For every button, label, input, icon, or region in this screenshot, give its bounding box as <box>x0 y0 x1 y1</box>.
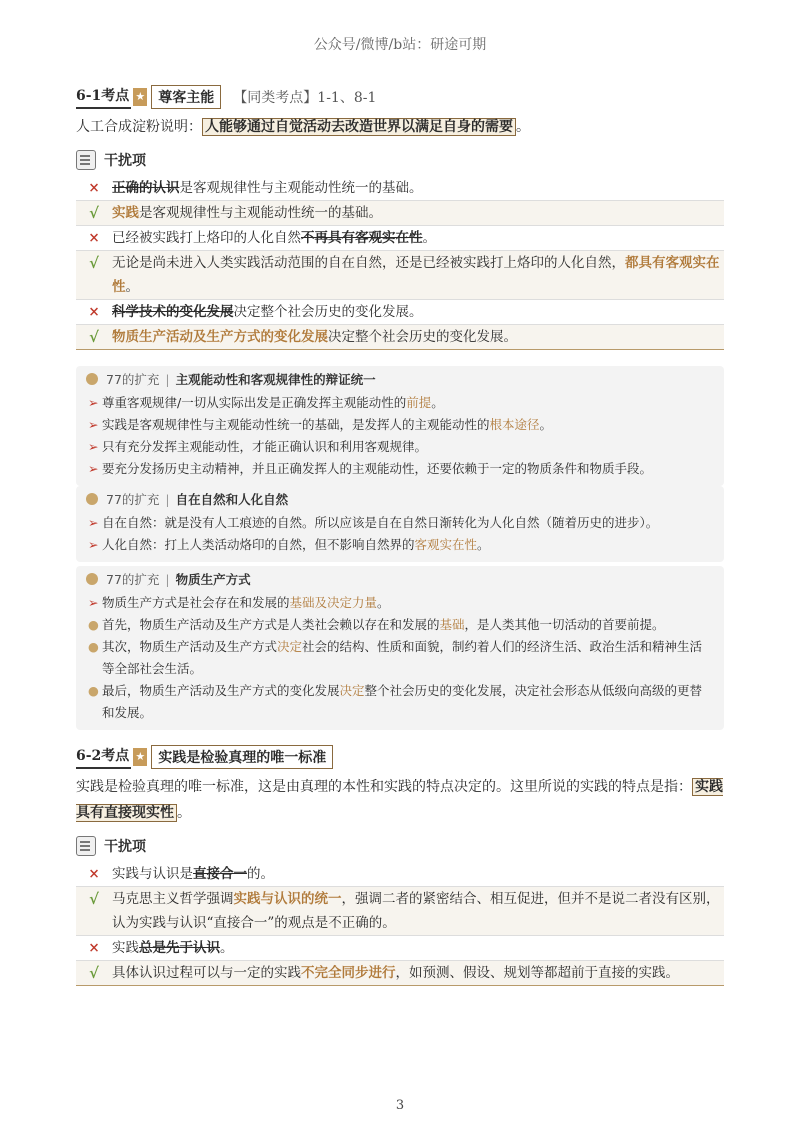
item-text: 人化自然：打上人类活动烙印的自然，但不影响自然界的 <box>102 537 415 552</box>
row-lead: 马克思主义哲学强调 <box>112 891 234 907</box>
key-text: 实践与认识的统一 <box>233 891 342 907</box>
box-label: 77的扩充 <box>106 492 160 507</box>
item-text: 最后，物质生产活动及生产方式的变化发展 <box>102 683 340 698</box>
item-key: 客观实在性 <box>414 537 478 552</box>
key-text: 不完全同步进行 <box>301 965 396 981</box>
row-end: 。 <box>422 230 436 246</box>
bullet-icon: ● <box>88 639 99 654</box>
intro-text: 实践是检验真理的唯一标准，这是由真理的本性和实践的特点决定的。这里所说的实践的特点是指： <box>76 779 692 795</box>
lightbulb-icon <box>86 493 98 505</box>
row-end: 的。 <box>247 866 274 882</box>
item-end: 。 <box>477 537 490 552</box>
item-end: ，是人类其他一切活动的首要前提。 <box>464 617 665 632</box>
check-icon: √ <box>89 254 99 272</box>
box-label: 77的扩充 <box>106 372 160 387</box>
struck-text: 科学技术的变化发展 <box>112 304 234 320</box>
row-end: 。 <box>125 279 139 295</box>
distractor-title: 干扰项 <box>104 153 146 169</box>
row-text <box>112 226 724 250</box>
kp-intro <box>76 774 724 826</box>
check-icon: √ <box>89 328 99 346</box>
key-text: 物质生产活动及生产方式的变化发展 <box>112 329 328 345</box>
key-text: 实践 <box>112 205 139 221</box>
item-text: 实践是客观规律性与主观能动性统一的基础，是发挥人的主观能动性的 <box>102 417 490 432</box>
bullet-icon: ● <box>88 617 99 632</box>
item-text: 要充分发扬历史主动精神，并且正确发挥人的主观能动性，还要依赖于一定的物质条件和物质手段。 <box>102 461 653 476</box>
box-item <box>76 592 724 614</box>
row-lead: 实践 <box>112 940 139 956</box>
item-end: 社会的结构、性质和面貌，制约着人们的经济生活、政治生活和精神生活等全部社会生活。 <box>102 639 703 676</box>
kp-heading <box>76 744 724 770</box>
box-item <box>76 512 724 534</box>
row-text <box>112 251 724 299</box>
kp-title: 尊客主能 <box>151 85 221 109</box>
intro-highlight: 人能够通过自觉活动去改造世界以满足自身的需要 <box>202 118 516 136</box>
arrow-icon: ➢ <box>88 439 99 454</box>
kp-heading <box>76 84 724 110</box>
expansion-box <box>76 366 724 486</box>
check-icon: √ <box>89 964 99 982</box>
item-text: 尊重客观规律/一切从实际出发是正确发挥主观能动性的 <box>102 395 407 410</box>
row-end: ，强调二者的紧密结合、相互促进，但并不是说二者没有区别，认为实践与认识“直接合一”的观点是不正确的。 <box>112 891 720 931</box>
correct-row <box>76 201 724 226</box>
item-text: 首先，物质生产活动及生产方式是人类社会赖以存在和发展的 <box>102 617 440 632</box>
struck-text: 不再具有客观实在性 <box>301 230 423 246</box>
struck-text: 正确的认识 <box>112 180 180 196</box>
item-text: 其次，物质生产活动及生产方式 <box>102 639 278 654</box>
arrow-icon: ➢ <box>88 417 99 432</box>
wrong-icon: × <box>88 866 100 882</box>
row-text <box>112 201 724 225</box>
item-text: 自在自然：就是没有人工痕迹的自然。所以应该是自在自然日渐转化为人化自然（随着历史的进步）。 <box>102 515 659 530</box>
row-text <box>112 936 724 960</box>
item-end: 。 <box>539 417 553 432</box>
row-rest: 决定整个社会历史的变化发展。 <box>328 329 517 345</box>
intro-suffix: 。 <box>516 119 530 135</box>
expansion-box <box>76 486 724 562</box>
distractor-heading <box>76 836 724 856</box>
arrow-icon: ➢ <box>88 461 99 476</box>
kp-6-2 <box>76 744 724 986</box>
row-text <box>112 176 724 200</box>
distractor-heading <box>76 150 724 170</box>
struck-text: 直接合一 <box>193 866 247 882</box>
box-item <box>76 534 724 562</box>
correct-row <box>76 961 724 986</box>
row-rest: 是客观规律性与主观能动性统一的基础。 <box>179 180 423 196</box>
arrow-icon: ➢ <box>88 537 99 552</box>
divider: | <box>165 491 170 507</box>
box-heading <box>76 566 724 592</box>
row-lead: 具体认识过程可以与一定的实践 <box>112 965 301 981</box>
box-heading <box>76 486 724 512</box>
page-number: 3 <box>395 1098 405 1113</box>
item-key: 前提 <box>406 395 432 410</box>
row-text <box>112 862 724 886</box>
row-lead: 无论是尚未进入人类实践活动范围的自在自然，还是已经被实践打上烙印的人化自然， <box>112 255 625 271</box>
intro-text: 人工合成淀粉说明： <box>76 119 202 135</box>
box-item <box>76 636 724 680</box>
box-item <box>76 680 724 730</box>
bullet-icon: ● <box>88 683 99 698</box>
item-end: 。 <box>377 595 390 610</box>
item-end: 。 <box>431 395 444 410</box>
item-text: 只有充分发挥主观能动性，才能正确认识和利用客观规律。 <box>102 439 428 454</box>
kp-tag: 6-2考点 <box>76 745 131 769</box>
arrow-icon: ➢ <box>88 595 99 610</box>
check-icon: √ <box>89 890 99 908</box>
row-end: ，如预测、假设、规划等都超前于直接的实践。 <box>395 965 679 981</box>
divider: | <box>165 571 170 587</box>
row-text <box>112 887 724 935</box>
star-icon: ★ <box>133 748 147 766</box>
row-text <box>112 300 724 324</box>
item-key: 根本途径 <box>489 417 540 432</box>
arrow-icon: ➢ <box>88 395 99 410</box>
row-text <box>112 325 724 349</box>
struck-text: 总是先于认识 <box>139 940 220 956</box>
box-item <box>76 392 724 414</box>
intro-suffix: 。 <box>177 805 191 821</box>
correct-row <box>76 251 724 300</box>
row-lead: 已经被实践打上烙印的人化自然 <box>112 230 301 246</box>
lightbulb-icon <box>86 573 98 585</box>
row-text <box>112 961 724 985</box>
intro-highlight: 实践具有直接现实性 <box>76 779 723 821</box>
check-icon: √ <box>89 204 99 222</box>
item-key: 基础 <box>439 617 465 632</box>
distractor-row <box>76 300 724 325</box>
row-lead: 实践与认识是 <box>112 866 193 882</box>
box-title: 物质生产方式 <box>175 572 251 587</box>
notepad-icon <box>76 150 96 170</box>
item-end: 整个社会历史的变化发展，决定社会形态从低级向高级的更替和发展。 <box>102 683 703 720</box>
box-title: 主观能动性和客观规律性的辩证统一 <box>175 372 376 387</box>
box-title: 自在自然和人化自然 <box>175 492 289 507</box>
kp-intro <box>76 114 724 140</box>
page-header: 公众号/微博/b站：研途可期 <box>313 37 487 53</box>
kp-tag: 6-1考点 <box>76 85 131 109</box>
wrong-icon: × <box>88 230 100 246</box>
kp-title: 实践是检验真理的唯一标准 <box>151 745 333 769</box>
key-text: 都具有客观实在性 <box>112 255 720 295</box>
kp-similar: 【同类考点】1-1、8-1 <box>233 90 377 106</box>
distractor-row <box>76 936 724 961</box>
box-item <box>76 614 724 636</box>
distractor-row <box>76 226 724 251</box>
box-label: 77的扩充 <box>106 572 160 587</box>
item-text: 物质生产方式是社会存在和发展的 <box>102 595 290 610</box>
arrow-icon: ➢ <box>88 515 99 530</box>
kp-6-1 <box>76 84 724 350</box>
box-item <box>76 458 724 486</box>
wrong-icon: × <box>88 940 100 956</box>
distractor-row <box>76 862 724 887</box>
row-end: 。 <box>220 940 234 956</box>
correct-row <box>76 325 724 350</box>
box-item <box>76 436 724 458</box>
star-icon: ★ <box>133 88 147 106</box>
lightbulb-icon <box>86 373 98 385</box>
distractor-row <box>76 176 724 201</box>
expansion-box <box>76 566 724 730</box>
box-heading <box>76 366 724 392</box>
wrong-icon: × <box>88 304 100 320</box>
row-rest: 是客观规律性与主观能动性统一的基础。 <box>139 205 382 221</box>
box-item <box>76 414 724 436</box>
correct-row <box>76 887 724 936</box>
wrong-icon: × <box>88 180 100 196</box>
distractor-title: 干扰项 <box>104 839 146 855</box>
row-rest: 决定整个社会历史的变化发展。 <box>233 304 423 320</box>
item-key: 决定 <box>277 639 303 654</box>
notepad-icon <box>76 836 96 856</box>
item-key: 基础及决定力量 <box>289 595 378 610</box>
item-key: 决定 <box>339 683 365 698</box>
divider: | <box>165 371 170 387</box>
